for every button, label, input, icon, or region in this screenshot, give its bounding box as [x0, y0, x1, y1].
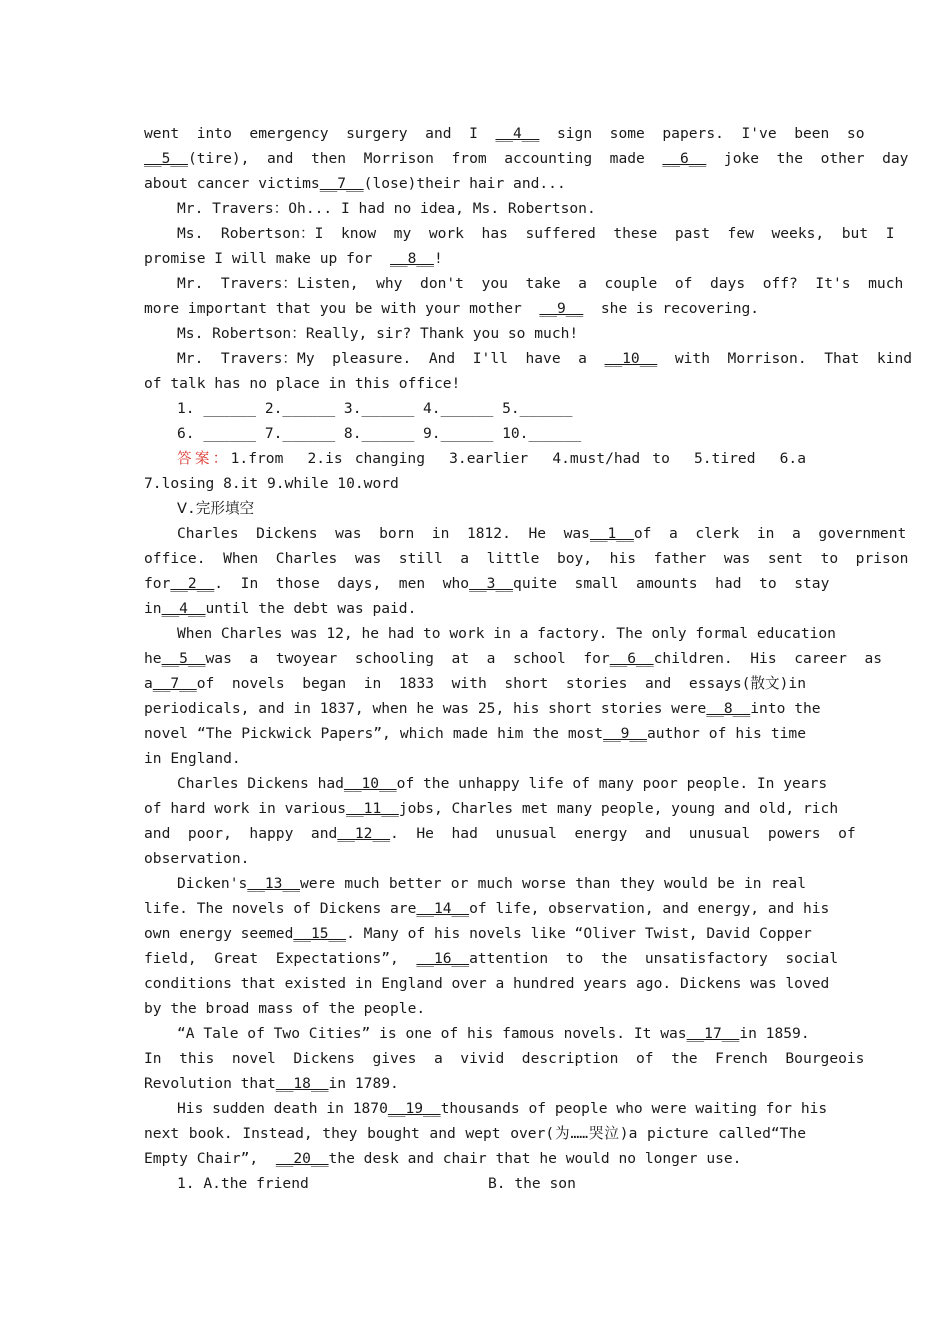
cloze-line: own energy seemed__15__. Many of his novels like “Oliver Twist, David Copper [144, 925, 812, 942]
dialogue-line: __5__(tire), and then Morrison from accounting made __6__ joke the other day [144, 150, 909, 167]
cloze-line: Empty Chair”, __20__the desk and chair that he would no longer use. [144, 1150, 742, 1167]
cloze-line: life. The novels of Dickens are__14__of life, observation, and energy, and his [144, 900, 830, 917]
cloze-line: a__7__of novels began in 1833 with short stories and essays(散文)in [144, 675, 806, 692]
answer-blanks-row: 1. ______ 2.______ 3.______ 4.______ 5.______ [177, 400, 573, 417]
option-b: B. the son [488, 1175, 576, 1192]
dialogue-line: Ms. Robertson：I know my work has suffered these past few weeks, but I [177, 225, 895, 242]
blank-7: __7__ [319, 175, 364, 192]
cloze-line: in__4__until the debt was paid. [144, 600, 417, 617]
dialogue-line: promise I will make up for __8__! [144, 250, 443, 267]
dialogue-line: about cancer victims__7__(lose)their hair and... [144, 175, 566, 192]
cloze-line: office. When Charles was still a little boy, his father was sent to prison [144, 550, 909, 567]
cloze-line: Dicken's__13__were much better or much worse than they would be in real [177, 875, 806, 892]
dialogue-line: Mr. Travers：My pleasure. And I'll have a __10__ with Morrison. That kind [177, 350, 913, 367]
cloze-line: for__2__. In those days, men who__3__quite small amounts had to stay [144, 575, 830, 592]
dialogue-line: Ms. Robertson：Really, sir? Thank you so much! [177, 325, 579, 342]
cloze-line: next book. Instead, they bought and wept over(为……哭泣)a picture called“The [144, 1125, 806, 1142]
cloze-line: field, Great Expectations”, __16__attention to the unsatisfactory social [144, 950, 839, 967]
dialogue-line: more important that you be with your mother __9__ she is recovering. [144, 300, 760, 317]
dialogue-line: of talk has no place in this office! [144, 375, 461, 392]
cloze-line: and poor, happy and__12__. He had unusual energy and unusual powers of [144, 825, 856, 842]
cloze-line: His sudden death in 1870__19__thousands of people who were waiting for his [177, 1100, 828, 1117]
blank-6: __6__ [662, 150, 707, 167]
cloze-line: novel “The Pickwick Papers”, which made him the most__9__author of his time [144, 725, 806, 742]
section-title: Ⅴ.完形填空 [177, 500, 255, 517]
cloze-line: When Charles was 12, he had to work in a factory. The only formal education [177, 625, 836, 642]
cloze-line: he__5__was a twoyear schooling at a school for__6__children. His career as [144, 650, 883, 667]
answer-key: 答案：1.from 2.is changing 3.earlier 4.must/had to 5.tired 6.a [177, 450, 806, 467]
blank-5: __5__ [144, 150, 188, 167]
cloze-line: in England. [144, 750, 241, 767]
cloze-line: observation. [144, 850, 250, 867]
document-page [144, 121, 913, 1196]
blank-4: __4__ [495, 125, 540, 142]
cloze-line: In this novel Dickens gives a vivid description of the French Bourgeois [144, 1050, 865, 1067]
cloze-line: Charles Dickens had__10__of the unhappy life of many poor people. In years [177, 775, 828, 792]
cloze-line: conditions that existed in England over a hundred years ago. Dickens was loved [144, 975, 830, 992]
cloze-line: of hard work in various__11__jobs, Charles met many people, young and old, rich [144, 800, 839, 817]
cloze-line: periodicals, and in 1837, when he was 25, his short stories were__8__into the [144, 700, 821, 717]
answer-label: 答案： [177, 450, 231, 467]
dialogue-line: went into emergency surgery and I __4__ sign some papers. I've been so [144, 125, 865, 142]
cloze-line: by the broad mass of the people. [144, 1000, 426, 1017]
cloze-line: “A Tale of Two Cities” is one of his famous novels. It was__17__in 1859. [177, 1025, 810, 1042]
answer-blanks-row: 6. ______ 7.______ 8.______ 9.______ 10.______ [177, 425, 582, 442]
dialogue-line: Mr. Travers：Oh... I had no idea, Ms. Robertson. [177, 200, 596, 217]
blank-9: __9__ [539, 300, 584, 317]
answer-key: 7.losing 8.it 9.while 10.word [144, 475, 399, 492]
cloze-line: Charles Dickens was born in 1812. He was__1__of a clerk in a government [177, 525, 907, 542]
cloze-line: Revolution that__18__in 1789. [144, 1075, 399, 1092]
option-row [144, 1171, 806, 1196]
blank-10: __10__ [604, 350, 658, 367]
blank-8: __8__ [390, 250, 434, 267]
option-a: 1. A.the friend [177, 1175, 309, 1192]
dialogue-line: Mr. Travers：Listen, why don't you take a couple of days off? It's much [177, 275, 904, 292]
